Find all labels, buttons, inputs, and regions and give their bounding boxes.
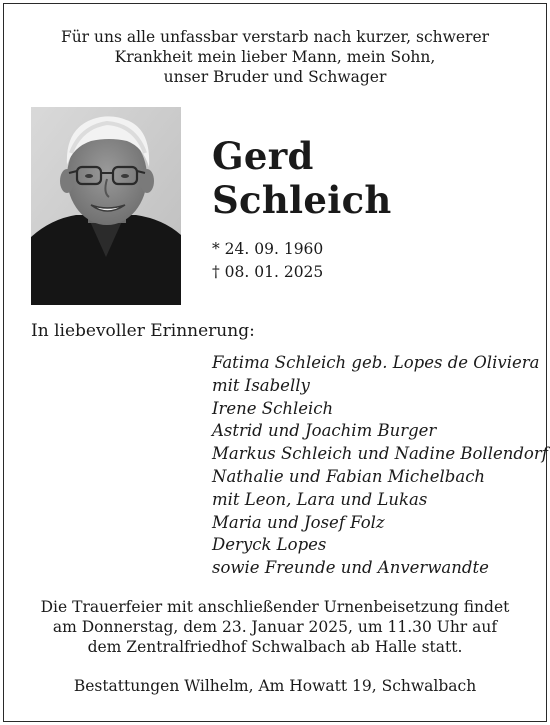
mourner-line: mit Isabelly bbox=[212, 375, 310, 395]
mourners-list bbox=[212, 352, 548, 580]
birth-date: * 24. 09. 1960 bbox=[212, 240, 324, 258]
memory-heading: In liebevoller Erinnerung: bbox=[31, 321, 255, 341]
mourner-line: sowie Freunde und Anverwandte bbox=[212, 558, 489, 578]
intro-text bbox=[0, 27, 550, 87]
first-name: Gerd bbox=[212, 134, 314, 178]
ceremony-line: dem Zentralfriedhof Schwalbach ab Halle statt. bbox=[87, 638, 463, 656]
last-name: Schleich bbox=[212, 178, 392, 222]
mourner-line: Nathalie und Fabian Michelbach bbox=[212, 466, 486, 486]
mourner-line: Maria und Josef Folz bbox=[212, 512, 385, 532]
mourner-line: Fatima Schleich geb. Lopes de Oliviera bbox=[212, 353, 540, 372]
intro-line: Krankheit mein lieber Mann, mein Sohn, bbox=[114, 48, 436, 66]
mourner-line: Markus Schleich und Nadine Bollendorf bbox=[212, 444, 548, 464]
mourner-line: Astrid und Joachim Burger bbox=[212, 421, 437, 441]
ceremony-line: am Donnerstag, dem 23. Januar 2025, um 11.30 Uhr auf bbox=[52, 618, 498, 636]
death-date: † 08. 01. 2025 bbox=[212, 263, 324, 281]
portrait-photo bbox=[31, 107, 181, 305]
intro-line: unser Bruder und Schwager bbox=[163, 68, 387, 86]
intro-line: Für uns alle unfassbar verstarb nach kurzer, schwerer bbox=[60, 28, 490, 46]
mourner-line: Irene Schleich bbox=[212, 398, 334, 418]
ceremony-details bbox=[0, 597, 550, 657]
deceased-name bbox=[212, 134, 392, 222]
life-dates bbox=[212, 238, 323, 284]
mourner-line: mit Leon, Lara und Lukas bbox=[212, 489, 428, 509]
funeral-home: Bestattungen Wilhelm, Am Howatt 19, Schwalbach bbox=[73, 677, 477, 695]
mourner-line: Deryck Lopes bbox=[212, 535, 327, 555]
ceremony-line: Die Trauerfeier mit anschließender Urnenbeisetzung findet bbox=[40, 598, 510, 616]
